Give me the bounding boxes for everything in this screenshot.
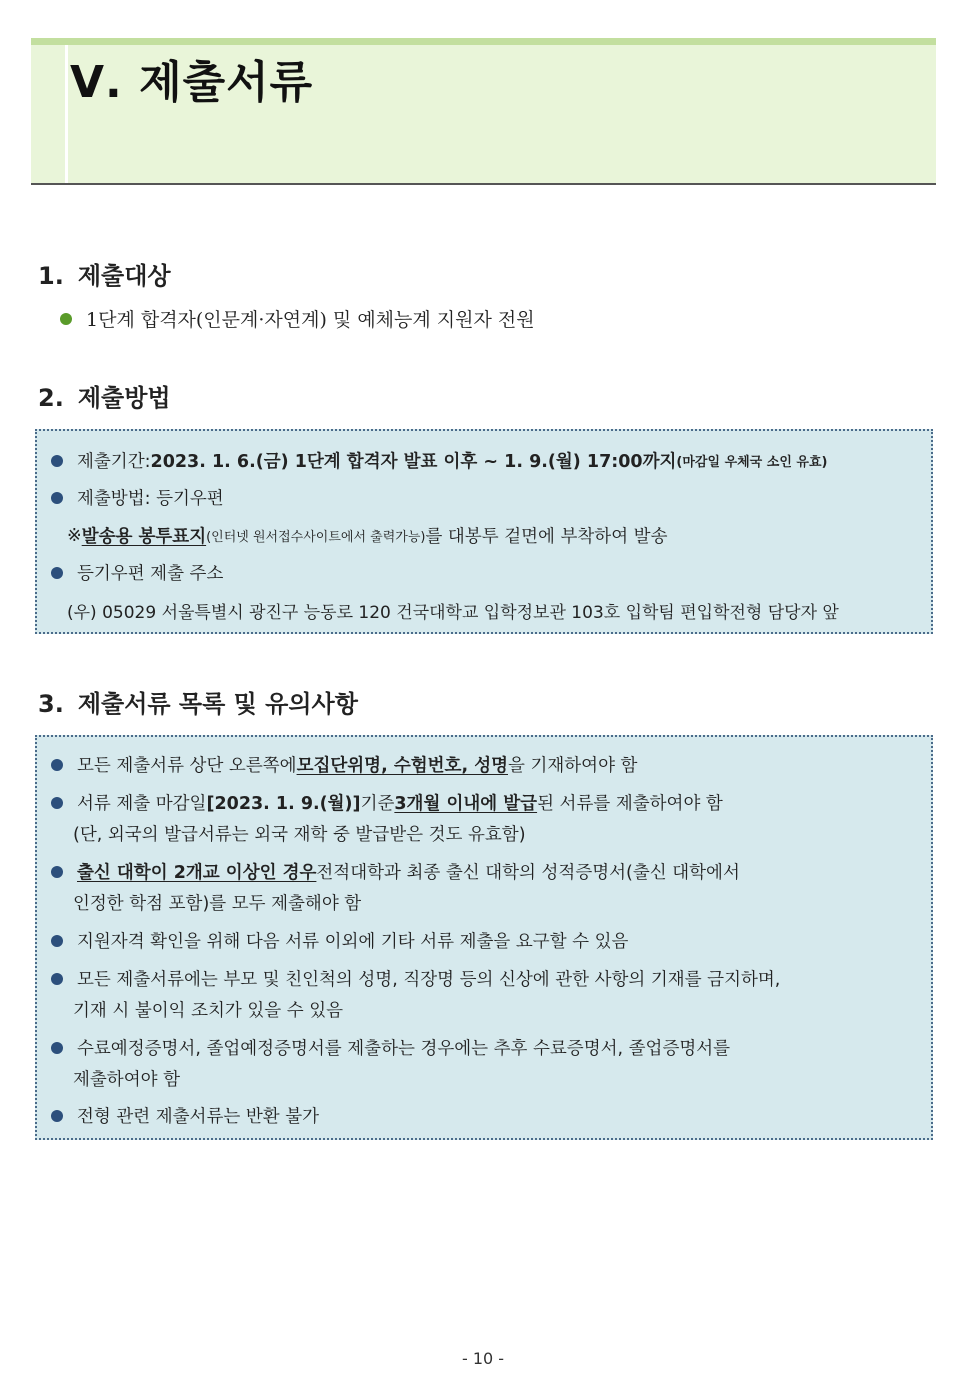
item-text: 제출하여야 함 [73, 1070, 180, 1090]
item-date: [2023. 1. 9.(월)] [206, 794, 361, 814]
item-text: 기재 시 불이익 조치가 있을 수 있음 [73, 1001, 344, 1021]
list-item [51, 790, 723, 815]
documents-notes-box [35, 735, 933, 1140]
list-item-continuation [73, 821, 526, 846]
reference-mark: ※ [67, 525, 82, 546]
list-item [60, 305, 535, 332]
address-text: (우) 05029 서울특별시 광진구 능동로 120 건국대학교 입학정보관 103호 입학팀 편입학전형 담당자 앞 [67, 603, 839, 623]
item-text: 수료예정증명서, 졸업예정증명서를 제출하는 경우에는 추후 수료증명서, 졸업증명서를 [77, 1039, 731, 1059]
list-item-continuation [73, 890, 361, 915]
address-line [67, 598, 839, 623]
item-text: 인정한 학점 포함)를 모두 제출해야 함 [73, 894, 362, 914]
page-number: - 10 - [461, 1349, 505, 1368]
bullet-icon [51, 492, 63, 504]
item-text: 기준 [360, 794, 395, 814]
list-item [51, 448, 827, 473]
note-small: (인터넷 원서접수사이트에서 출력가능) [206, 530, 426, 545]
item-text: 모든 제출서류에는 부모 및 친인척의 성명, 직장명 등의 신상에 관한 사항의 기재를 금지하며, [77, 970, 781, 990]
list-item [51, 928, 628, 953]
list-item [51, 560, 223, 585]
section-title: 제출대상 [77, 262, 171, 290]
section-title: 제출서류 목록 및 유의사항 [77, 690, 358, 718]
note-bold: 발송용 봉투표지 [81, 527, 207, 547]
section-number: 1. [38, 262, 64, 290]
item-text: 모든 제출서류 상단 오른쪽에 [77, 756, 297, 776]
note-rest: 를 대봉투 겉면에 부착하여 발송 [425, 527, 668, 547]
item-bold: 출신 대학이 2개교 이상인 경우 [77, 863, 317, 883]
list-item [51, 1035, 730, 1060]
section-heading-1 [38, 256, 171, 291]
bullet-icon [51, 567, 63, 579]
chapter-title: Ⅴ. 제출서류 [70, 57, 314, 108]
list-item [51, 752, 637, 777]
bullet-icon [60, 313, 72, 325]
bullet-icon [51, 866, 63, 878]
item-text: (단, 외국의 발급서류는 외국 재학 중 발급받은 것도 유효함) [73, 825, 526, 845]
item-text: 1단계 합격자(인문계·자연계) 및 예체능계 지원자 전원 [86, 309, 535, 331]
item-text: 지원자격 확인을 위해 다음 서류 이외에 기타 서류 제출을 요구할 수 있음 [77, 932, 629, 952]
item-bold: 모집단위명, 수험번호, 성명 [296, 756, 508, 776]
item-text: 서류 제출 마감일 [77, 794, 207, 814]
bullet-icon [51, 973, 63, 985]
list-item-continuation [73, 1066, 180, 1091]
list-item [51, 1103, 319, 1128]
bullet-icon [51, 1042, 63, 1054]
period-value: 2023. 1. 6.(금) 1단계 합격자 발표 이후 ~ 1. 9.(월) 17:00까지 [150, 452, 677, 472]
note-line [67, 523, 667, 548]
bullet-icon [51, 797, 63, 809]
item-text: 된 서류를 제출하여야 함 [537, 794, 723, 814]
list-item [51, 859, 740, 884]
item-text: 전형 관련 제출서류는 반환 불가 [77, 1107, 320, 1127]
period-note: (마감일 우체국 소인 유효) [676, 455, 828, 470]
section-heading-3 [38, 684, 358, 719]
header-accent-line [65, 45, 68, 183]
bullet-icon [51, 455, 63, 467]
method-label: 제출방법: 등기우편 [77, 489, 224, 509]
bullet-icon [51, 1110, 63, 1122]
item-text: 을 기재하여야 함 [508, 756, 638, 776]
list-item [51, 966, 780, 991]
section-title: 제출방법 [77, 384, 171, 412]
list-item [51, 485, 224, 510]
list-item-continuation [73, 997, 343, 1022]
submission-method-box [35, 429, 933, 634]
item-text: 전적대학과 최종 출신 대학의 성적증명서(출신 대학에서 [316, 863, 740, 883]
item-bold: 3개월 이내에 발급 [394, 794, 538, 814]
bullet-icon [51, 935, 63, 947]
section-number: 3. [38, 690, 64, 718]
period-label: 제출기간: [77, 452, 151, 472]
bullet-icon [51, 759, 63, 771]
section-number: 2. [38, 384, 64, 412]
section-heading-2 [38, 378, 171, 413]
address-label: 등기우편 제출 주소 [77, 564, 224, 584]
